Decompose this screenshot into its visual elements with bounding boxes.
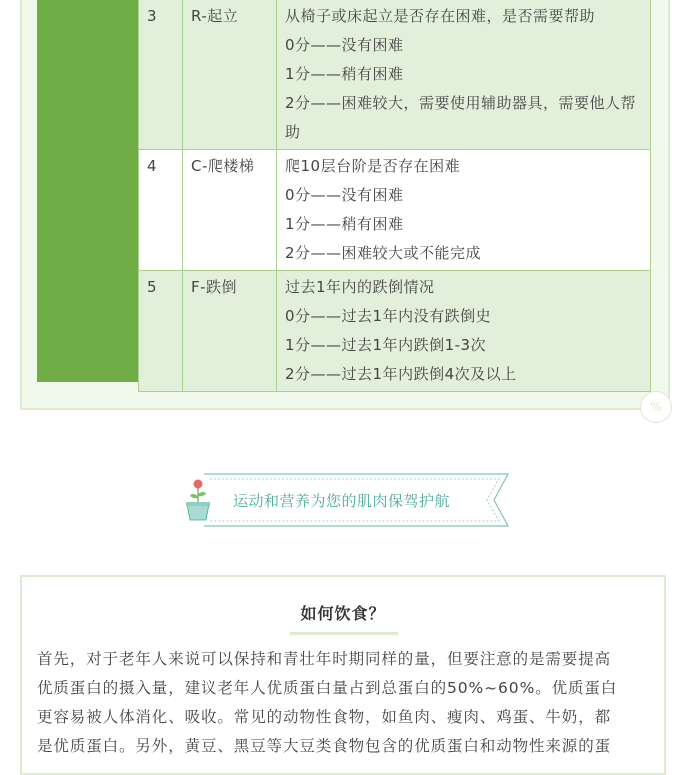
row-line: 1分——稍有困难	[285, 65, 404, 83]
section-banner	[186, 472, 511, 528]
row-number: 3	[139, 0, 183, 150]
row-line: 1分——稍有困难	[285, 215, 404, 233]
table-row	[139, 271, 651, 392]
heading-underline	[290, 632, 398, 635]
table-row	[139, 150, 651, 271]
paragraph-line: 首先，对于老年人来说可以保持和青壮年时期同样的量，但要注意的是需要提高	[37, 650, 612, 668]
corner-ornament-icon: %	[640, 391, 672, 423]
banner-title: 运动和营养为您的肌肉保驾护航	[233, 492, 451, 510]
row-line: 过去1年内的跌倒情况	[285, 278, 435, 296]
sarc-f-table	[138, 0, 651, 392]
row-number: 5	[139, 271, 183, 392]
row-line: 0分——过去1年内没有跌倒史	[285, 307, 492, 325]
row-number: 4	[139, 150, 183, 271]
paragraph-line: 是优质蛋白。另外，黄豆、黑豆等大豆类食物包含的优质蛋白和动物性来源的蛋	[37, 737, 612, 755]
table-card	[20, 0, 670, 410]
row-item: R-起立	[183, 0, 277, 150]
row-description	[277, 0, 651, 150]
row-line: 2分——困难较大或不能完成	[285, 244, 482, 262]
paragraph-line: 更容易被人体消化、吸收。常见的动物性食物，如鱼肉、瘦肉、鸡蛋、牛奶，都	[37, 708, 612, 726]
row-line: 2分——困难较大，需要使用辅助器具，需要他人帮助	[285, 94, 637, 141]
section-heading: 如何饮食？	[300, 604, 386, 623]
row-item: C-爬楼梯	[183, 150, 277, 271]
diet-card	[20, 575, 666, 775]
assessment-table	[37, 0, 651, 382]
section-paragraph	[37, 645, 653, 761]
paragraph-line: 优质蛋白的摄入量，建议老年人优质蛋白量占到总蛋白的50%~60%。优质蛋白	[37, 679, 618, 697]
row-line: 2分——过去1年内跌倒4次及以上	[285, 365, 517, 383]
row-description	[277, 150, 651, 271]
row-line: 从椅子或床起立是否存在困难，是否需要帮助	[285, 7, 596, 25]
row-line: 0分——没有困难	[285, 36, 404, 54]
row-line: 1分——过去1年内跌倒1-3次	[285, 336, 487, 354]
row-line: 0分——没有困难	[285, 186, 404, 204]
row-description	[277, 271, 651, 392]
category-column	[37, 0, 138, 382]
table-row	[139, 0, 651, 150]
row-line: 爬10层台阶是否存在困难	[285, 157, 461, 175]
row-item: F-跌倒	[183, 271, 277, 392]
